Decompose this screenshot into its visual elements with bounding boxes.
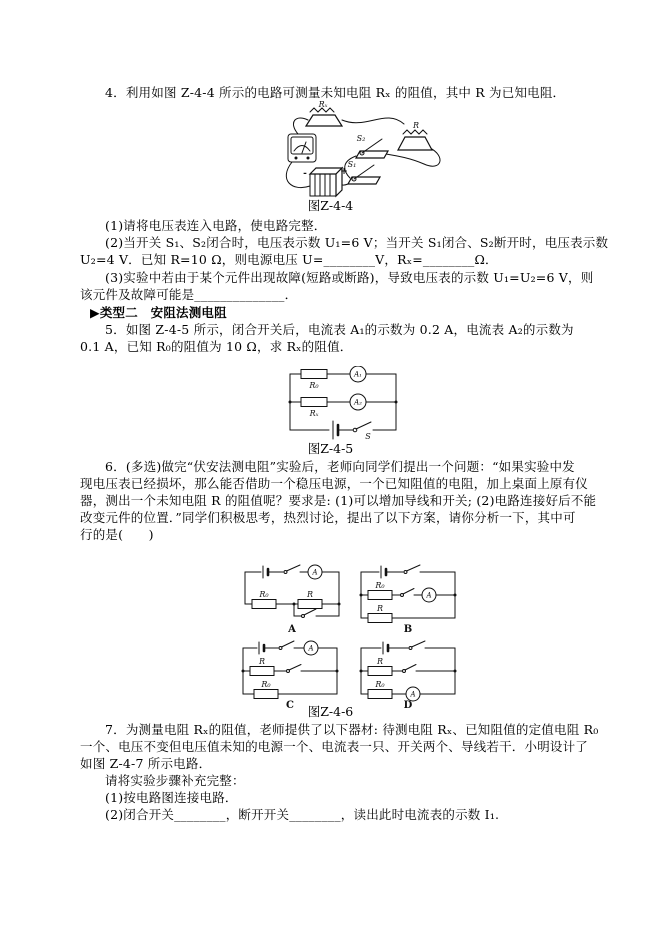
r0-label: R₀ [309,381,319,390]
figure-z45-schematic-circuit [287,366,399,440]
r-label: R [376,657,384,666]
r-resistor-stand [398,121,432,150]
q5-line1: 5．如图 Z-4-5 所示，闭合开关后，电流表 A₁的示数为 0.2 A，电流表 A₂的示数为 [105,322,574,337]
voltmeter-icon [288,134,316,162]
q4-sub3-line2: 该元件及故障可能是______________． [80,287,298,302]
type2-header: ▶类型二 安阻法测电阻 [90,305,227,320]
battery-icon [303,167,348,196]
resistor-r0 [368,591,392,600]
q4-stem: 4．利用如图 Z-4-4 所示的电路可测量未知电阻 Rₓ 的阻值，其中 R 为已知电阻． [105,85,566,100]
ammeter-a2-label: A₂ [354,398,362,407]
battery-minus-label: - [303,169,307,179]
r-label: R [306,590,314,599]
q6-line3: 器，测出一个未知电阻 R 的阻值呢？要求是: (1)可以增加导线和开关; (2)电路连接好后不能 [80,493,597,508]
resistor-r [298,600,322,609]
battery-plus-label: + [340,167,348,177]
option-d-circuit [358,640,458,710]
resistor-r0 [368,690,392,699]
rx-label: Rₓ [318,100,328,109]
resistor-r [368,614,392,623]
option-d-label: D [403,700,413,710]
r0-label: R₀ [261,680,271,689]
q6-line5: 行的是( ) [80,527,154,542]
ammeter-label: A [308,644,314,653]
option-a-label: A [288,624,296,634]
q5-line2: 0.1 A，已知 R₀的阻值为 10 Ω，求 Rₓ的阻值． [80,339,353,354]
r0-label: R₀ [375,581,385,590]
q4-sub2-line1: (2)当开关 S₁、S₂闭合时，电压表示数 U₁=6 V；当开关 S₁闭合、S₂断开时，电压表示数 [105,235,609,250]
resistor-rx [301,398,327,407]
resistor-r0 [301,370,327,379]
resistor-r0 [254,690,278,699]
q4-sub2-line2: U₂=4 V．已知 R=10 Ω，则电源电压 U=________V，Rₓ=________Ω． [80,252,498,267]
resistor-r [368,667,392,676]
r-label: R [258,657,266,666]
resistor-r [250,667,274,676]
q4-sub1: (1)请将电压表连入电路，使电路完整． [105,218,327,233]
branch-r0-a1 [290,366,396,390]
ammeter-a1-label: A₁ [354,370,362,379]
option-c-label: C [286,700,294,710]
resistor-r0 [252,600,276,609]
s2-label: S₂ [356,134,366,143]
figure-z44-caption: 图Z-4-4 [307,198,354,213]
q7-line3: 如图 Z-4-7 所示电路． [80,756,212,771]
switch-s1-icon [348,160,380,184]
rx-resistor-stand [306,100,342,126]
branch-rx-a2 [290,394,396,418]
q6-line4: 改变元件的位置．”同学们积极思考，热烈讨论，提出了以下方案，请你分析一下，其中可 [80,510,576,525]
option-b-label: B [403,624,413,634]
option-b-circuit [358,564,458,634]
r-label: R [376,604,384,613]
q7-line2: 一个、电压不变但电压值未知的电源一个、电流表一只、开关两个、导线若干．小明设计了 [80,739,589,754]
r0-label: R₀ [259,590,269,599]
figure-z44-pictorial-circuit [248,96,448,198]
switch-s2-icon [356,134,388,158]
option-a-circuit [242,564,342,634]
ammeter-label: A [312,568,318,577]
s1-label: S₁ [347,160,357,169]
q6-line1: 6．(多选)做完“伏安法测电阻”实验后，老师向同学们提出一个问题：“如果实验中发 [105,459,575,474]
ammeter-label: A [426,591,432,600]
ammeter-label: A [410,690,416,699]
q4-sub3-line1: (3)实验中若由于某个元件出现故障(短路或断路)，导致电压表的示数 U₁=U₂=6 V，则 [105,270,594,285]
q7-line1: 7．为测量电阻 Rₓ的阻值，老师提供了以下器材: 待测电阻 Rₓ、已知阻值的定值电阻 R₀ [105,722,599,737]
switch-s-label: S [365,432,371,440]
figure-z46-caption: 图Z-4-6 [307,704,354,719]
q7-step2: (2)闭合开关________，断开开关________，读出此时电流表的示数 I₁. [105,807,500,822]
switch-lever [356,422,371,429]
q6-line2: 现电压表已经损坏，那么能否借助一个稳压电源，一个已知阻值的电阻，加上桌面上原有仪 [80,476,589,491]
r-label: R [412,121,420,130]
rx-label: Rₓ [309,409,319,418]
option-c-circuit [240,640,340,710]
r0-label: R₀ [375,680,385,689]
figure-z45-caption: 图Z-4-5 [307,441,354,456]
q7-step1: (1)按电路图连接电路． [105,790,238,805]
branch-battery-switch [290,421,396,440]
q7-steps-intro: 请将实验步骤补充完整： [105,773,245,788]
